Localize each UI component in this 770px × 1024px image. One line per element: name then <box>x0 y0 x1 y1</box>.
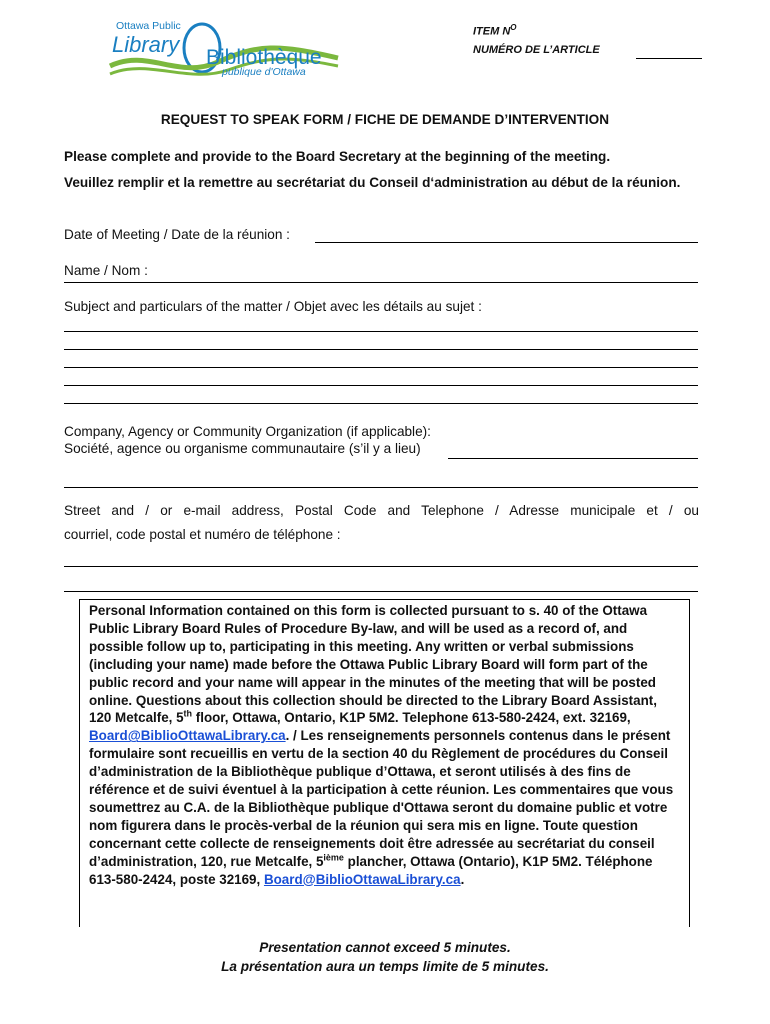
time-limit-en: Presentation cannot exceed 5 minutes. <box>259 940 511 955</box>
company-label-fr: Société, agence ou organisme communautaire (s’il y a lieu) <box>64 441 421 456</box>
privacy-notice: Personal Information contained on this form is collected pursuant to s. 40 of the Ottawa Public Library Board Rules of Procedure By-law, and will be used as a record of, and possible follow up to, participating in this meeting. Any written or verbal submissions (including your name) made before the Ottawa Public Library Board will form part of the public record and your name will appear in the minutes of the meeting that will be posted online. Questions about this collection should be directed to the Library Board Assistant, 120 Metcalfe, 5th floor, Ottawa, Ontario, K1P 5M2. Telephone 613-580-2424, ext. 32169, Board@BiblioOttawaLibrary.ca. / Les renseignements personnels contenus dans le présent formulaire sont recueillis en vertu de la section 40 du Règlement de procédures du Conseil d’administration de la Bibliothèque publique d’Ottawa, et seront utilisés à des fins de référence et de suivi éventuel à la participation à cette réunion. Les commentaires que vous soumettrez au C.A. de la Bibliothèque publique d'Ottawa seront du domaine public et votre nom figurera dans le procès-verbal de la réunion qui sera mis en ligne. Toute question concernant cette collecte de renseignements doit être adressée au secrétariat du conseil d’administration, 120, rue Metcalfe, 5ième plancher, Ottawa (Ontario), K1P 5M2. Téléphone 613-580-2424, poste 32169, Board@BiblioOttawaLibrary.ca. <box>89 603 674 887</box>
company-label-en: Company, Agency or Community Organization (if applicable): <box>64 424 431 439</box>
address-label-line1: Street and / or e-mail address, Postal Code and Telephone / Adresse municipale et / ou <box>64 503 699 518</box>
subject-label: Subject and particulars of the matter / Objet avec les détails au sujet : <box>64 299 482 314</box>
logo-text-library: Library <box>112 32 180 57</box>
address-line-1[interactable] <box>64 566 698 567</box>
instruction-fr: Veuillez remplir et la remettre au secrétariat du Conseil d‘administration au début de la réunion. <box>64 175 681 190</box>
logo-text-bibliotheque: Bibliothèque <box>206 46 322 69</box>
board-email-link[interactable]: Board@BiblioOttawaLibrary.ca <box>89 728 286 744</box>
instruction-en: Please complete and provide to the Board Secretary at the beginning of the meeting. <box>64 149 611 164</box>
subject-line-2[interactable] <box>64 349 698 350</box>
subject-line-5[interactable] <box>64 403 698 404</box>
item-number-field[interactable] <box>636 58 702 59</box>
logo-text-ottawa-public: Ottawa Public <box>116 20 181 32</box>
address-line-2[interactable] <box>64 591 698 592</box>
logo-text-publique: publique d'Ottawa <box>222 66 306 78</box>
time-limit-fr: La présentation aura un temps limite de 5 minutes. <box>221 959 549 974</box>
company-line-2[interactable] <box>64 487 698 488</box>
name-label: Name / Nom : <box>64 263 148 278</box>
item-number-label-fr: NUMÉRO DE L’ARTICLE <box>473 44 600 56</box>
address-label-line2: courriel, code postal et numéro de téléphone : <box>64 527 341 542</box>
board-email-link-2[interactable]: Board@BiblioOttawaLibrary.ca <box>263 871 461 887</box>
subject-line-4[interactable] <box>64 385 698 386</box>
date-field[interactable] <box>315 242 698 243</box>
company-field[interactable] <box>448 458 698 459</box>
address-label <box>64 499 699 547</box>
library-logo <box>108 18 340 82</box>
subject-line-3[interactable] <box>64 367 698 368</box>
name-field[interactable] <box>64 282 698 283</box>
date-label: Date of Meeting / Date de la réunion : <box>64 227 290 242</box>
form-title: REQUEST TO SPEAK FORM / FICHE DE DEMANDE D’INTERVENTION <box>160 112 610 127</box>
subject-line-1[interactable] <box>64 331 698 332</box>
item-number-label: ITEM $N^O$ <box>473 23 517 38</box>
